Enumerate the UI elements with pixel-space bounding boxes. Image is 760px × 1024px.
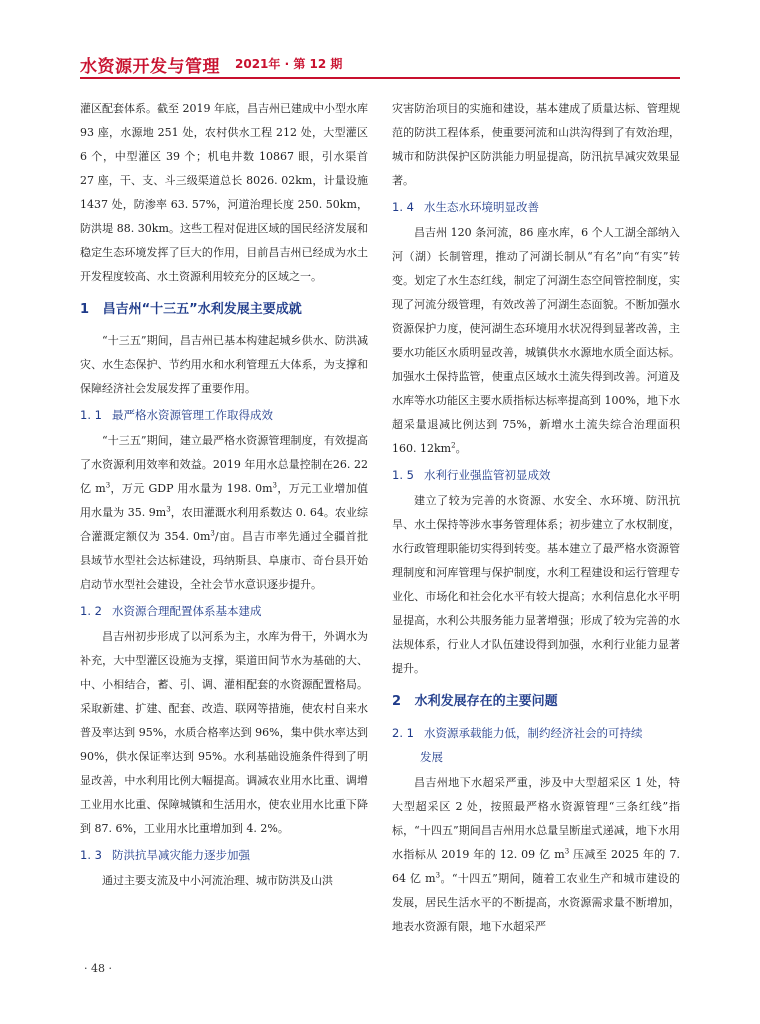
subsection-number: 1. 2 <box>80 604 102 618</box>
subsection-number: 1. 1 <box>80 408 102 422</box>
subsection-heading-1-2 <box>80 599 368 623</box>
subsection-number: 1. 5 <box>392 468 414 482</box>
subsection-title: 最严格水资源管理工作取得成效 <box>111 408 273 422</box>
section-number: 2 <box>392 694 402 709</box>
paragraph: “十三五”期间，建立最严格水资源管理制度，有效提高了水资源利用效率和效益。2019 年用水总量控制在26. 22 亿 $m^3$，万元 GDP 用水量为 198. $0m^3$，万元工业增加值用水量为 35. $9m^3$，农田灌溉水利用系数达 0. 64。农业综合灌溉定额仅为 354. $0m^3/$亩。昌吉市率先通过全疆首批县域节水型社会达标建设，玛纳斯县、阜康市、奇台县开始启动节水型社会建设，全社会节水意识逐步提升。 <box>80 434 368 591</box>
subsection-heading-1-3 <box>80 843 368 867</box>
issue-label: 2021年 · 第 12 期 <box>235 57 343 71</box>
subsection-title: 水资源承载能力低，制约经济社会的可持续 <box>423 726 643 740</box>
subsection-title: 水生态水环境明显改善 <box>423 200 539 214</box>
journal-title: 水资源开发与管理 <box>80 57 220 77</box>
subsection-heading-2-1 <box>392 721 680 769</box>
paragraph: 灌区配套体系。截至 2019 年底，昌吉州已建成中小型水库 93 座，水源地 251 处，农村供水工程 212 处，大型灌区 6 个，中型灌区 39 个；机电井数 10867 眼，引水渠首 27 座，干、支、斗三级渠道总长 8026. 02km，计量设施 1437 处，防渗率 63. 57%，河道治理长度 250. 50km，防洪堤 88. 30km。这些工程对促进区域的国民经济发展和稳定生态环境发挥了巨大的作用，目前昌吉州已经成为水土开发程度较高、水土资源利用较充分的区域之一。 <box>80 102 368 283</box>
section-heading-2 <box>392 689 680 715</box>
paragraph: “十三五”期间，昌吉州已基本构建起城乡供水、防洪减灾、水生态保护、节约用水和水利管理五大体系，为支撑和保障经济社会发展发挥了重要作用。 <box>80 334 368 395</box>
left-column <box>80 97 368 893</box>
running-header <box>80 52 680 78</box>
section-heading-1 <box>80 297 368 323</box>
subsection-heading-1-5 <box>392 463 680 487</box>
subsection-title: 水利行业强监管初显成效 <box>423 468 551 482</box>
subsection-heading-1-4 <box>392 195 680 219</box>
subsection-title: 水资源合理配置体系基本建成 <box>111 604 262 618</box>
paragraph: 通过主要支流及中小河流治理、城市防洪及山洪 <box>102 874 333 887</box>
subsection-number: 1. 4 <box>392 200 414 214</box>
section-number: 1 <box>80 302 90 317</box>
section-title: 昌吉州“十三五”水利发展主要成就 <box>102 302 302 317</box>
paragraph: 建立了较为完善的水资源、水安全、水环境、防汛抗旱、水土保持等涉水事务管理体系；初步建立了水权制度，水行政管理职能切实得到转变。基本建立了最严格水资源管理制度和河库管理与保护制度，水利工程建设和运行管理专业化、市场化和社会化水平有较大提高；水利信息化水平明显提高，水利公共服务能力显著增强；形成了较为完善的水法规体系，行业人才队伍建设得到加强，水利行业能力显著提升。 <box>392 494 680 675</box>
subsection-title-continued: 发展 <box>420 750 443 764</box>
subsection-number: 1. 3 <box>80 848 102 862</box>
paragraph: 昌吉州 120 条河流，86 座水库，6 个人工湖全部纳入河（湖）长制管理，推动了河湖长制从“有名”向“有实”转变。划定了水生态红线，制定了河湖生态空间管控制度，实现了河流分级管理，有效改善了河湖生态面貌。不断加强水资源保护力度，使河湖生态环境用水状况得到显著改善，主要水功能区水质明显改善，城镇供水水源地水质全面达标。加强水土保持监管，使重点区域水土流失得到改善。河道及水库等水功能区主要水质指标达标率提高到 100%，地下水超采量退减比例达到 75%，新增水土流失综合治理面积 160. $12km^2$。 <box>392 226 680 455</box>
subsection-number: 2. 1 <box>392 726 414 740</box>
right-column <box>392 97 680 939</box>
header-rule <box>80 77 680 79</box>
subsection-heading-1-1 <box>80 403 368 427</box>
paragraph: 昌吉州初步形成了以河系为主，水库为骨干，外调水为补充，大中型灌区设施为支撑，渠道田间节水为基础的大、中、小相结合，蓄、引、调、灌相配套的水资源配置格局。采取新建、扩建、配套、改造、联网等措施，使农村自来水普及率达到 95%，水质合格率达到 96%，集中供水率达到 90%，供水保证率达到 95%。水利基础设施条件得到了明显改善，中水利用比例大幅提高。调减农业用水比重、调增工业用水比重、保障城镇和生活用水，使农业用水比重下降到 87. 6%，工业用水比重增加到 4. 2%。 <box>80 630 368 835</box>
subsection-title: 防洪抗旱减灾能力逐步加强 <box>111 848 250 862</box>
page-number: · 48 · <box>84 962 112 975</box>
paragraph: 灾害防治项目的实施和建设，基本建成了质量达标、管理规范的防洪工程体系，使重要河流和山洪沟得到了有效治理，城市和防洪保护区防洪能力明显提高，防汛抗旱减灾效果显著。 <box>392 102 680 187</box>
paragraph: 昌吉州地下水超采严重，涉及中大型超采区 1 处，特大型超采区 2 处，按照最严格水资源管理“三条红线”指标，“十四五”期间昌吉州用水总量呈断崖式递减，地下水用水指标从 2019 年的 12. 09 亿 $m^3$ 压减至 2025 年的 7. 64 亿 $m^3$。“十四五”期间，随着工农业生产和城市建设的发展，居民生活水平的不断提高，水资源需求量不断增加，地表水资源有限，地下水超采严 <box>392 776 680 933</box>
section-title: 水利发展存在的主要问题 <box>414 694 558 709</box>
